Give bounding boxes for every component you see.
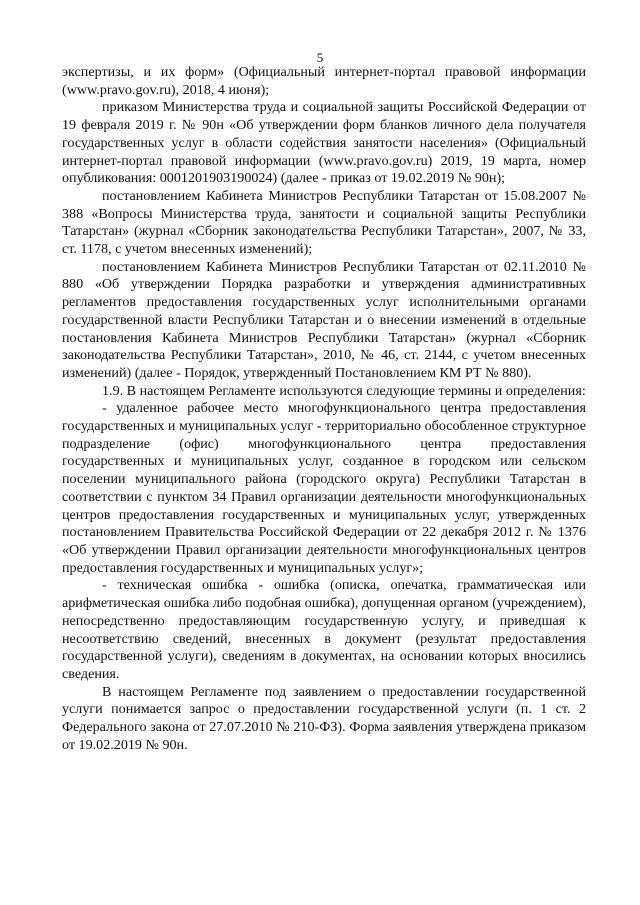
definition-remote-workplace: - удаленное рабочее место многофункционального центра предоставления государственных и муниципальных услуг - территориально обособленное структурное подразделение (офис) многофункционального центра предоставления государственных и муниципальных услуг, созданное в городском или сельском поселении муниципального района (городского округа) Республики Татарстан в соответствии с пунктом 34 Правил организации деятельности многофункциональных центров предоставления государственных и муниципальных услуг, утвержденных постановлением Правительства Российской Федерации от 22 декабря 2012 г. № 1376 «Об утверждении Правил организации деятельности многофункциональных центров предоставления государственных и муниципальных услуг»;: [62, 400, 586, 576]
definition-technical-error: - техническая ошибка - ошибка (описка, опечатка, грамматическая или арифметическая ошибка либо подобная ошибка), допущенная органом (учреждением), непосредственно предоставляющим государственную услугу, и приведшая к несоответствию сведений, внесенных в документ (результат предоставления государственной услуги), сведениям в документах, на основании которых вносились сведения.: [62, 577, 586, 682]
page-number: 5: [316, 50, 324, 65]
paragraph-order-mintrud: приказом Министерства труда и социальной защиты Российской Федерации от 19 февраля 2019 г. № 90н «Об утверждении форм бланков личного дела получателя государственных услуг в области содействия занятости населения» (Официальный интернет-портал правовой информации (www.pravo.gov.ru) 2019, 19 марта, номер опубликования: 0001201903190024) (далее - приказ от 19.02.2019 № 90н);: [62, 99, 586, 187]
paragraph-section-1-9: 1.9. В настоящем Регламенте используются следующие термины и определения:: [102, 382, 586, 399]
paragraph-resolution-388: постановлением Кабинета Министров Республики Татарстан от 15.08.2007 № 388 «Вопросы Министерства труда, занятости и социальной защиты Республики Татарстан» (журнал «Сборник законодательства Республики Татарстан», 2007, № 33, ст. 1178, с учетом внесенных изменений);: [62, 187, 586, 258]
document-body: [62, 64, 586, 754]
paragraph-application-definition: В настоящем Регламенте под заявлением о предоставлении государственной услуги понимается запрос о предоставлении государственной услуги (п. 1 ст. 2 Федерального закона от 27.07.2010 № 210-ФЗ). Форма заявления утверждена приказом от 19.02.2019 № 90н.: [62, 683, 586, 753]
paragraph-resolution-880: постановлением Кабинета Министров Республики Татарстан от 02.11.2010 № 880 «Об утверждении Порядка разработки и утверждения административных регламентов предоставления государственных услуг исполнительными органами государственной власти Республики Татарстан и о внесении изменений в отдельные постановления Кабинета Министров Республики Татарстан» (журнал «Сборник законодательства Республики Татарстан», 2010, № 46, ст. 2144, с учетом внесенных изменений) (далее - Порядок, утвержденный Постановлением КМ РТ № 880).: [62, 258, 586, 381]
paragraph-continuation: экспертизы, и их форм» (Официальный интернет-портал правовой информации (www.pravo.gov.ru), 2018, 4 июня);: [62, 64, 586, 98]
